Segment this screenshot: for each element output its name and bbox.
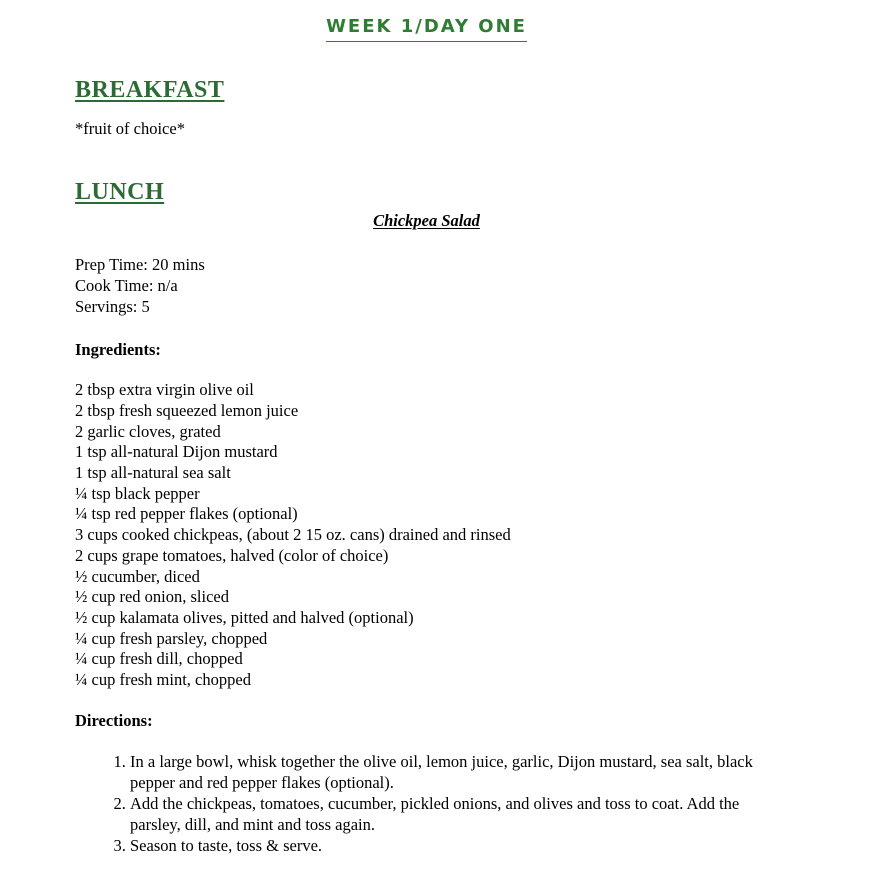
cook-time: Cook Time: n/a [75,276,178,296]
ingredient-line: ¼ tsp red pepper flakes (optional) [75,504,298,524]
ingredient-line: ½ cup kalamata olives, pitted and halved (optional) [75,607,414,627]
breakfast-heading: BREAKFAST [75,77,225,103]
prep-time: Prep Time: 20 mins [75,255,205,275]
direction-step: 3. Season to taste, toss & serve. [130,836,778,857]
ingredient-line: 2 tbsp fresh squeezed lemon juice [75,400,299,420]
ingredient-line: ½ cucumber, diced [75,566,200,586]
ingredient-line: ¼ cup fresh parsley, chopped [75,628,268,648]
doc-title-container [75,16,778,42]
ingredients-list [75,380,778,691]
ingredient-line: 2 cups grape tomatoes, halved (color of choice) [75,545,389,565]
ingredient-line: 1 tsp all-natural Dijon mustard [75,442,278,462]
ingredient-line: 2 tbsp extra virgin olive oil [75,380,254,400]
direction-step: 1. In a large bowl, whisk together the olive oil, lemon juice, garlic, Dijon mustard, sea salt, black pepper and red pepper flakes (optional). [130,752,778,794]
recipe-title-container [75,211,778,232]
ingredient-line: 3 cups cooked chickpeas, (about 2 15 oz. cans) drained and rinsed [75,525,511,545]
page-title: WEEK 1/DAY ONE [326,16,527,42]
servings: Servings: 5 [75,296,150,316]
ingredient-line: 2 garlic cloves, grated [75,421,221,441]
ingredient-line: ½ cup red onion, sliced [75,587,229,607]
ingredient-line: ¼ tsp black pepper [75,483,200,503]
directions-list [75,752,778,856]
ingredient-line: 1 tsp all-natural sea salt [75,463,231,483]
recipe-meta [75,255,778,317]
ingredient-line: ¼ cup fresh dill, chopped [75,649,243,669]
ingredient-line: ¼ cup fresh mint, chopped [75,670,251,690]
breakfast-note: *fruit of choice* [75,119,185,138]
lunch-heading: LUNCH [75,178,165,205]
direction-step: 2. Add the chickpeas, tomatoes, cucumber, pickled onions, and olives and toss to coat. Add the parsley, dill, and mint and toss again. [130,794,778,836]
ingredients-label: Ingredients: [75,339,161,359]
directions-label: Directions: [75,710,153,730]
recipe-title: Chickpea Salad [373,210,480,230]
